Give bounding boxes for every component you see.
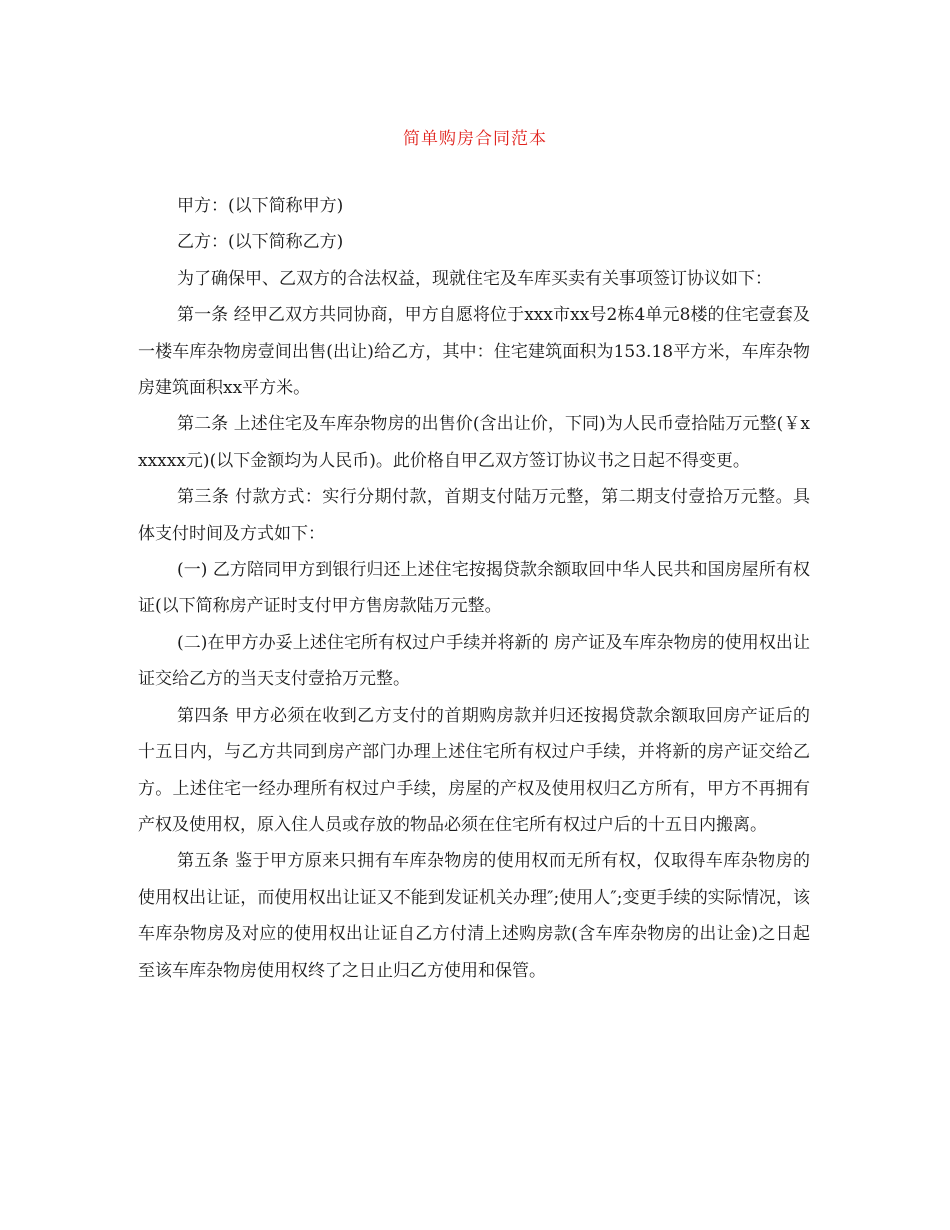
- contract-body: [138, 188, 810, 989]
- article-3-item-2: (二)在甲方办妥上述住宅所有权过户手续并将新的 房产证及车库杂物房的使用权出让证交给乙方的当天支付壹拾万元整。: [138, 632, 810, 690]
- party-a-line: 甲方：(以下简称甲方): [177, 196, 344, 216]
- article-2-paragraph: 第二条 上述住宅及车库杂物房的出售价(含出让价，下同)为人民币壹拾陆万元整(￥xxxxxx元)(以下金额均为人民币)。此价格自甲乙双方签订协议书之日起不得变更。: [138, 414, 810, 471]
- article-3-paragraph: 第三条 付款方式：实行分期付款，首期支付陆万元整，第二期支付壹拾万元整。具体支付时间及方式如下：: [138, 487, 810, 544]
- party-b-line: 乙方：(以下简称乙方): [177, 232, 344, 253]
- article-1-paragraph: 第一条 经甲乙双方共同协商，甲方自愿将位于xxx市xx号2栋4单元8楼的住宅壹套及一楼车库杂物房壹间出售(出让)给乙方，其中：住宅建筑面积为153.18平方米，车库杂物房建筑面积xx平方米。: [138, 305, 810, 399]
- article-3-item-1: (一) 乙方陪同甲方到银行归还上述住宅按揭贷款余额取回中华人民共和国房屋所有权证(以下简称房产证时支付甲方售房款陆万元整。: [138, 560, 810, 617]
- article-5-paragraph: 第五条 鉴于甲方原来只拥有车库杂物房的使用权而无所有权，仅取得车库杂物房的使用权出让证，而使用权出让证又不能到发证机关办理″;使用人″;变更手续的实际情况，该车库杂物房及对应的使用权出让证自乙方付清上述购房款(含车库杂物房的出让金)之日起至该车库杂物房使用权终了之日止归乙方使用和保管。: [138, 851, 810, 981]
- article-4-paragraph: 第四条 甲方必须在收到乙方支付的首期购房款并归还按揭贷款余额取回房产证后的十五日内，与乙方共同到房产部门办理上述住宅所有权过户手续，并将新的房产证交给乙方。上述住宅一经办理所有权过户手续，房屋的产权及使用权归乙方所有，甲方不再拥有产权及使用权，原入住人员或存放的物品必须在住宅所有权过户后的十五日内搬离。: [138, 705, 810, 835]
- preamble-paragraph: 为了确保甲、乙双方的合法权益，现就住宅及车库买卖有关事项签订协议如下：: [177, 268, 772, 289]
- document-title: 简单购房合同范本: [403, 129, 547, 149]
